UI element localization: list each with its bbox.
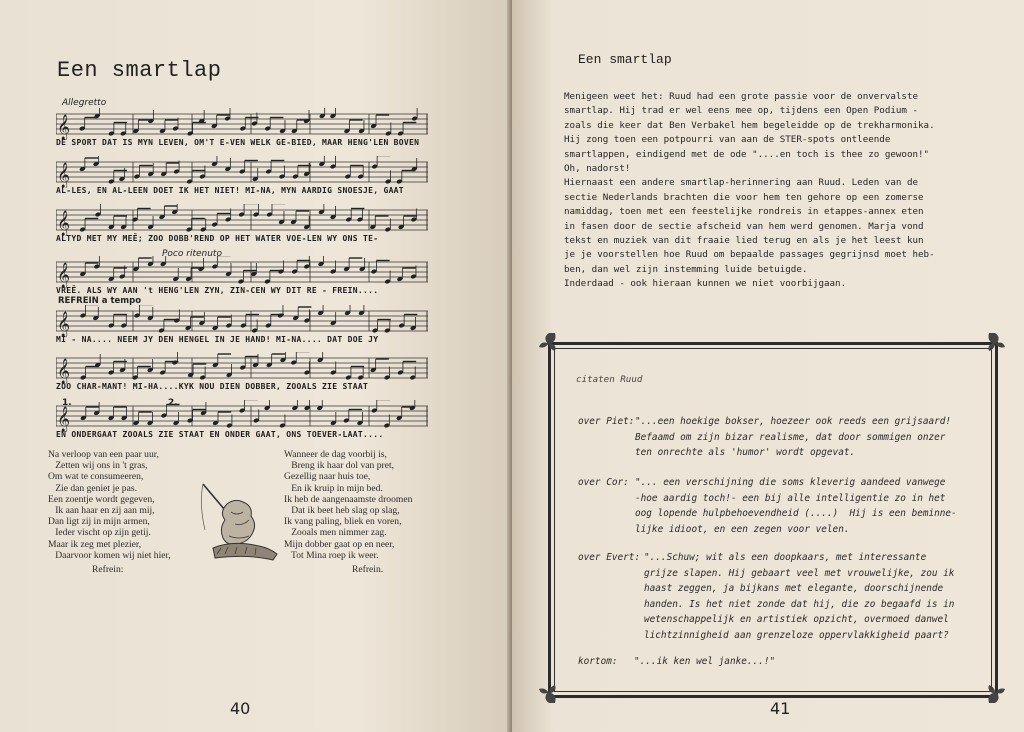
staff-lines	[56, 108, 428, 140]
tempo-marking-allegretto: Allegretto	[62, 98, 107, 108]
quote-label-cor: over Cor:	[578, 477, 629, 488]
music-staff-5	[56, 305, 428, 344]
paragraph-line: in fasen door de sectie afscheid van hem werd genomen. Marja vond	[564, 220, 924, 232]
music-staff-6	[56, 352, 428, 391]
lyric-line-5: MI - NA.... NEEM JY DEN HENGEL IN JE HAND! MI-NA.... DAT DOE JY	[56, 335, 379, 344]
lyric-line-1: DE SPORT DAT IS MYN LEVEN, OM'T E-VEN WELK GE-BIED, MAAR HENG'LEN BOVEN	[56, 138, 420, 147]
volta-2-label: 2.	[168, 398, 178, 408]
quote-label-evert: over Evert:	[578, 552, 641, 563]
paragraph-line: Inderdaad - ook hieraan kunnen we niet voorbijgaan.	[564, 278, 847, 290]
quote-label-kortom: kortom:	[578, 656, 618, 667]
page-number-left: 40	[230, 699, 251, 718]
paragraph-line: Hij zong toen een potpourri van aan de STER-spots ontleende	[564, 134, 891, 146]
tempo-marking-refrein: REFREIN a tempo	[58, 296, 142, 306]
ornament-corner-icon	[536, 680, 562, 706]
svg-text:𝄞: 𝄞	[57, 312, 71, 337]
quote-text-kortom: "...ik ken wel janke...!"	[634, 656, 776, 667]
volta-1-label: 1.	[62, 398, 72, 408]
quote-text-cor: "... een verschijning die soms kleverig aandeed vanwege -hoe aardig toch!- een bij alle intelligentie zo in het oog lopende hulpbehoevendheid (....) Hij is een beminne- lijke idioot, en een zegen voor velen.	[635, 477, 957, 535]
right-page-title: Een smartlap	[578, 52, 672, 67]
paragraph-line: Menigeen weet het: Ruud had een grote passie voor de onvervalste	[564, 91, 919, 102]
ornament-corner-icon	[982, 680, 1008, 706]
left-page-title: Een smartlap	[57, 58, 222, 83]
poem-verse-left: Na verloop van een paar uur, Zetten wij ons in 't gras, Om wat te consumeeren, Zie dan geniet je pas. Een zoentje wordt gegeven, Ik aan haar en zij aan mij, Dan ligt zij in mijn armen, Ieder vischt op zijn getij. Maar ik zeg met plezier, Daarvoor komen wij niet hier,	[48, 449, 171, 561]
poem-verse-right: Wanneer de dag voorbij is, Breng ik haar dol van pret, Gezellig naar huis toe, En ik kruip in mijn bed. Ik heb de aangenaamste droomen Dat ik beet heb slag op slag, Ik vang paling, bliek en voren, Zooals men nimmer zag. Mijn dobber gaat op en neer, Tot Mina roep ik weer.	[284, 449, 413, 561]
quote-label-piet: over Piet:	[578, 416, 635, 427]
intro-paragraph	[564, 90, 1004, 292]
svg-text:𝄞: 𝄞	[57, 115, 71, 140]
ornament-corner-icon	[982, 330, 1008, 356]
lyric-line-6: ZOO CHAR-MANT! MI-HA....KYK NOU DIEN DOBBER, ZOOALS ZIE STAAT	[56, 382, 369, 391]
refrain-label-right: Refrein.	[352, 564, 384, 575]
svg-text:𝄞: 𝄞	[57, 263, 71, 288]
music-staff-7	[56, 400, 428, 439]
music-staff-3	[56, 204, 428, 243]
refrain-label-left: Refrein:	[92, 564, 124, 575]
staff-lines	[56, 156, 428, 188]
staff-lines	[56, 256, 428, 288]
staff-lines	[56, 400, 428, 432]
svg-text:𝄞: 𝄞	[57, 163, 71, 188]
quote-text-evert: "...Schuw; wit als een doopkaars, met interessante grijze slapen. Hij gebaart veel met vrouwelijke, zou ik haast zeggen, ja bijkans met elegante, doorschijnende handen. Is het niet zonde dat hij, die zo begaafd is in wetenschappelijk en artistiek opzicht, overmoed danwel lichtzinnigheid aan grenzeloze oppervlakkigheid paart?	[644, 552, 955, 641]
angler-drawing	[195, 474, 285, 564]
staff-lines	[56, 204, 428, 236]
music-staff-4	[56, 256, 428, 295]
quote-text-piet: "...een hoekige bokser, hoezeer ook reeds een grijsaard! Befaamd om zijn bizar realisme, dat door sommigen onzer ten onrechte als 'humor' wordt opgevat.	[635, 416, 952, 458]
music-staff-2	[56, 156, 428, 195]
lyric-line-3: ALTYD MET MY MEĒ; ZOO DOBB'REND OP HET WATER VOE-LEN WY ONS TE-	[56, 234, 379, 243]
staff-lines	[56, 305, 428, 337]
lyric-line-7: EN ONDERGAAT ZOOALS ZIE STAAT EN ONDER GAAT, ONS TOEVER-LAAT....	[56, 430, 384, 439]
paragraph-line: smartlap. Hij trad er wel eens mee op, tijdens een Open Podium -	[564, 105, 919, 117]
lyric-line-2: AL-LES, EN AL-LEEN DOET IK HET NIET! MI-NA, MYN AARDIG SNOESJE, GAAT	[56, 186, 404, 195]
paragraph-line: zoals die keer dat Ben Verbakel hem begeleidde op de trekharmonika.	[564, 119, 935, 131]
paragraph-line: Oh, nadorst!	[564, 163, 631, 175]
paragraph-line: sectie Nederlands brachten die voor hem ten gehore op een zomerse	[564, 191, 924, 203]
staff-lines	[56, 352, 428, 384]
music-staff-1	[56, 108, 428, 147]
svg-text:𝄞: 𝄞	[57, 359, 71, 384]
page-number-right: 41	[770, 699, 791, 718]
right-page	[512, 0, 1024, 732]
paragraph-line: ben, dan wel zijn instemming luide betuigde.	[564, 263, 808, 275]
paragraph-line: Hiernaast een andere smartlap-herinnering aan Ruud. Leden van de	[564, 177, 919, 189]
svg-text:𝄞: 𝄞	[57, 211, 71, 236]
paragraph-line: tekst en muziek van dit fraaie lied terug en als je het leest kun	[564, 235, 924, 247]
ornament-corner-icon	[536, 330, 562, 356]
svg-text:𝄞: 𝄞	[57, 407, 71, 432]
paragraph-line: namiddag, toen met een feestelijke rondreis in etappes-annex eten	[564, 206, 924, 218]
paragraph-line: je je voorstellen hoe Ruud om bepaalde passages gegrijnsd moet heb-	[564, 249, 935, 261]
paragraph-line: smartlappen, eindigend met de ode "....en toch is thee zo gewoon!"	[564, 148, 930, 160]
tempo-marking-poco-ritenuto: Poco ritenuto	[162, 249, 222, 259]
lyric-line-4: VREĒ. ALS WY AAN 't HENG'LEN ZYN, ZIN-CEN WY DIT RE - FREIN....	[56, 286, 379, 295]
quotes-heading: citaten Ruud	[576, 374, 643, 385]
